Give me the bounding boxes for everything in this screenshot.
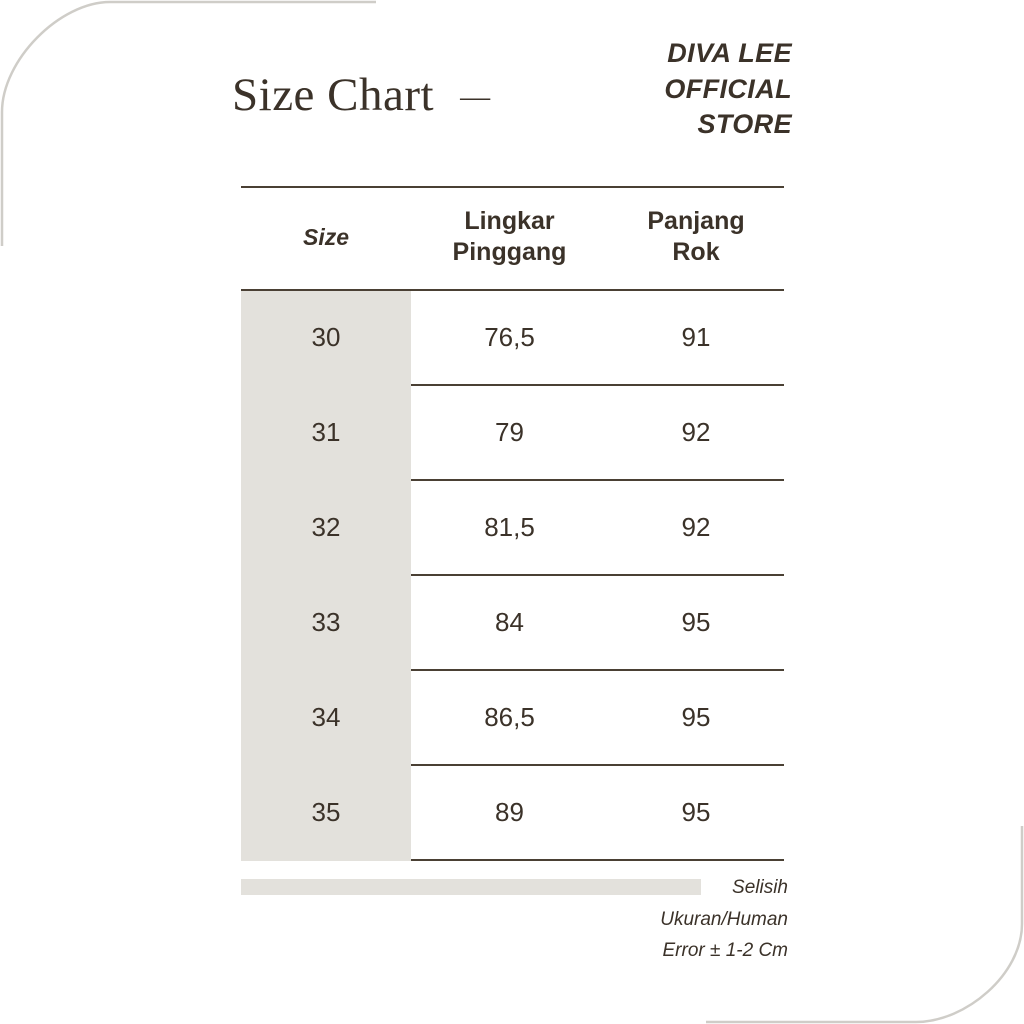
- note-line-3: Error ± 1-2 Cm: [662, 940, 788, 962]
- table-header-row: [241, 187, 784, 290]
- cell-lingkar-pinggang: 76,5: [411, 290, 608, 385]
- page-title: Size Chart: [232, 69, 435, 121]
- cell-lingkar-pinggang: 89: [411, 765, 608, 860]
- table-row: [241, 385, 784, 480]
- disclaimer-note: [560, 872, 788, 967]
- cell-panjang-rok: 95: [608, 575, 784, 670]
- cell-lingkar-pinggang: 81,5: [411, 480, 608, 575]
- table-row: [241, 670, 784, 765]
- cell-size: 33: [241, 575, 411, 670]
- column-header-lingkar-pinggang: [411, 187, 608, 290]
- table-row: [241, 480, 784, 575]
- size-table: [241, 186, 784, 861]
- column-header-panjang-rok: [608, 187, 784, 290]
- cell-panjang-rok: 95: [608, 670, 784, 765]
- brand-line-1: DIVA LEE: [667, 38, 792, 68]
- table-row: [241, 575, 784, 670]
- cell-size: 31: [241, 385, 411, 480]
- cell-size: 30: [241, 290, 411, 385]
- column-header-panjang-line-2: Rok: [672, 238, 720, 267]
- cell-size: 32: [241, 480, 411, 575]
- table-body: [241, 290, 784, 860]
- header: [232, 28, 792, 143]
- cell-size: 35: [241, 765, 411, 860]
- cell-panjang-rok: 95: [608, 765, 784, 860]
- brand-line-2: OFFICIAL: [664, 73, 792, 104]
- note-line-1: Selisih: [732, 877, 788, 898]
- cell-lingkar-pinggang: 84: [411, 575, 608, 670]
- table-row: [241, 290, 784, 385]
- column-header-lingkar-line-2: Pinggang: [452, 238, 567, 267]
- column-header-lingkar-line-1: Lingkar: [464, 207, 555, 235]
- title-divider-dash: —: [460, 80, 491, 113]
- size-table-container: [241, 186, 784, 861]
- note-line-2: Ukuran/Human: [660, 908, 788, 930]
- brand-name: [664, 36, 792, 143]
- cell-lingkar-pinggang: 86,5: [411, 670, 608, 765]
- cell-panjang-rok: 92: [608, 385, 784, 480]
- brand-line-3: STORE: [697, 109, 792, 140]
- cell-size: 34: [241, 670, 411, 765]
- column-header-size-line-1: Size: [302, 223, 350, 250]
- cell-lingkar-pinggang: 79: [411, 385, 608, 480]
- cell-panjang-rok: 91: [608, 290, 784, 385]
- table-row: [241, 765, 784, 860]
- column-header-panjang-line-1: Panjang: [647, 207, 745, 235]
- cell-panjang-rok: 92: [608, 480, 784, 575]
- column-header-size: [241, 187, 411, 290]
